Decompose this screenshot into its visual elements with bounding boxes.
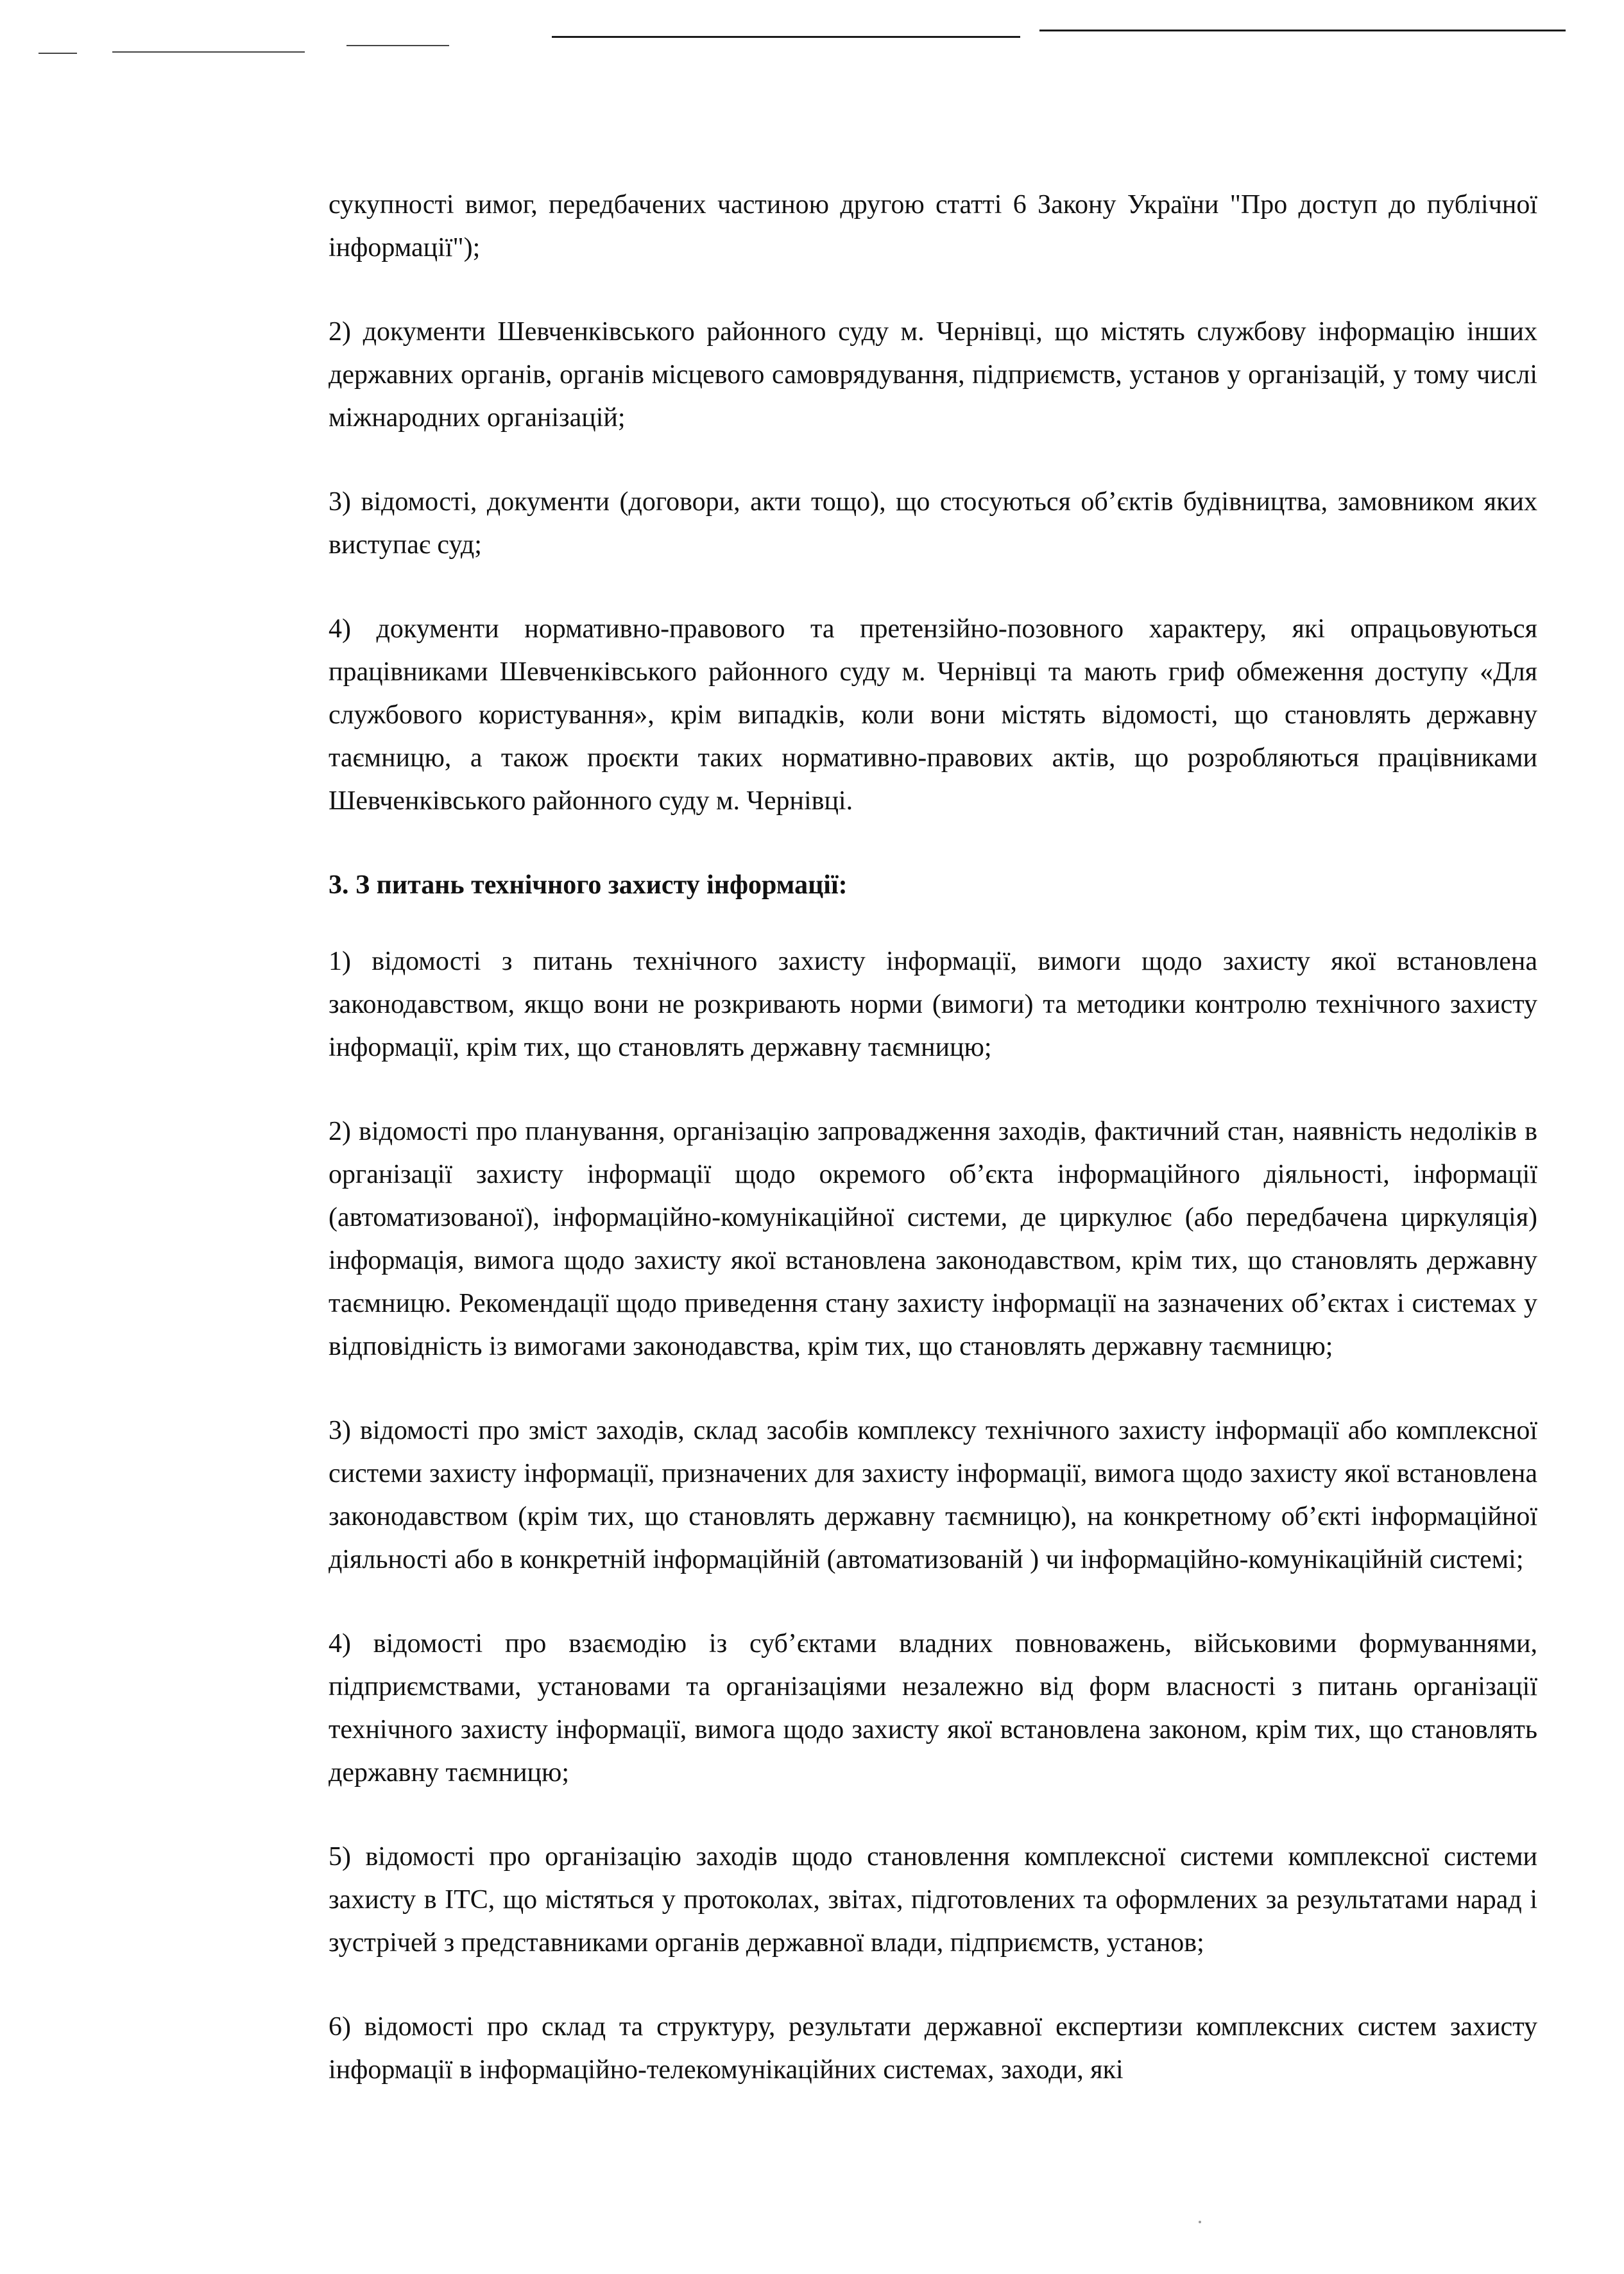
scan-artifact-line xyxy=(38,53,77,54)
scan-speck xyxy=(1199,2221,1201,2223)
document-body xyxy=(329,184,1537,2133)
scan-artifact-line xyxy=(112,51,305,53)
paragraph-continuation: сукупності вимог, передбачених частиною другою статті 6 Закону України "Про доступ до публічної інформації"); xyxy=(329,190,1537,263)
paragraph-item-2: 2) документи Шевченківського районного суду м. Чернівці, що містять службову інформацію інших державних органів, органів місцевого самоврядування, підприємств, установ у організацій, у тому числі міжнародних організацій; xyxy=(329,317,1537,433)
section-3-item-4: 4) відомості про взаємодію із суб’єктами владних повноважень, військовими формуваннями, підприємствами, установами та організаціями незалежно від форм власності з питань організації технічного захисту інформації, вимога щодо захисту якої встановлена законом, крім тих, що становлять державну таємницю; xyxy=(329,1629,1537,1787)
section-3-item-6: 6) відомості про склад та структуру, результати державної експертизи комплексних систем захисту інформації в інформаційно-телекомунікаційних системах, заходи, які xyxy=(329,2012,1537,2085)
scan-artifact-line xyxy=(552,36,1020,38)
section-3-item-3: 3) відомості про зміст заходів, склад засобів комплексу технічного захисту інформації або комплексної системи захисту інформації, призначених для захисту інформації, вимога щодо захисту якої встановлена законодавством (крім тих, що становлять державну таємницю), на конкретному об’єкті інформаційної діяльності або в конкретній інформаційній (автоматизованій ) чи інформаційно-комунікаційній системі; xyxy=(329,1416,1537,1574)
section-3-item-5: 5) відомості про організацію заходів щодо становлення комплексної системи комплексної системи захисту в ІТС, що містяться у протоколах, звітах, підготовлених та оформлених за результатами нарад і зустрічей з представниками органів державної влади, підприємств, установ; xyxy=(329,1842,1537,1958)
scan-artifact-line xyxy=(346,45,449,46)
scan-artifact-line xyxy=(1039,30,1566,31)
section-3-item-1: 1) відомості з питань технічного захисту інформації, вимоги щодо захисту якої встановлена законодавством, якщо вони не розкривають норми (вимоги) та методики контролю технічного захисту інформації, крім тих, що становлять державну таємницю; xyxy=(329,947,1537,1062)
paragraph-item-4: 4) документи нормативно-правового та претензійно-позовного характеру, які опрацьовуються працівниками Шевченківського районного суду м. Чернівці та мають гриф обмеження доступу «Для службового користування», крім випадків, коли вони містять відомості, що становлять державну таємницю, а також проєкти таких нормативно-правових актів, що розробляються працівниками Шевченківського районного суду м. Чернівці. xyxy=(329,614,1537,816)
section-3-item-2: 2) відомості про планування, організацію запровадження заходів, фактичний стан, наявність недоліків в організації захисту інформації щодо окремого об’єкта інформаційного діяльності, інформації (автоматизованої), інформаційно-комунікаційної системи, де циркулює (або передбачена циркуляція) інформація, вимога щодо захисту якої встановлена законодавством, крім тих, що становлять державну таємницю. Рекомендації щодо приведення стану захисту інформації на зазначених об’єктах і системах у відповідність із вимогами законодавства, крім тих, що становлять державну таємницю; xyxy=(329,1117,1537,1361)
paragraph-item-3: 3) відомості, документи (договори, акти тощо), що стосуються об’єктів будівництва, замовником яких виступає суд; xyxy=(329,487,1537,560)
section-3-heading: 3. З питань технічного захисту інформації: xyxy=(329,870,848,900)
